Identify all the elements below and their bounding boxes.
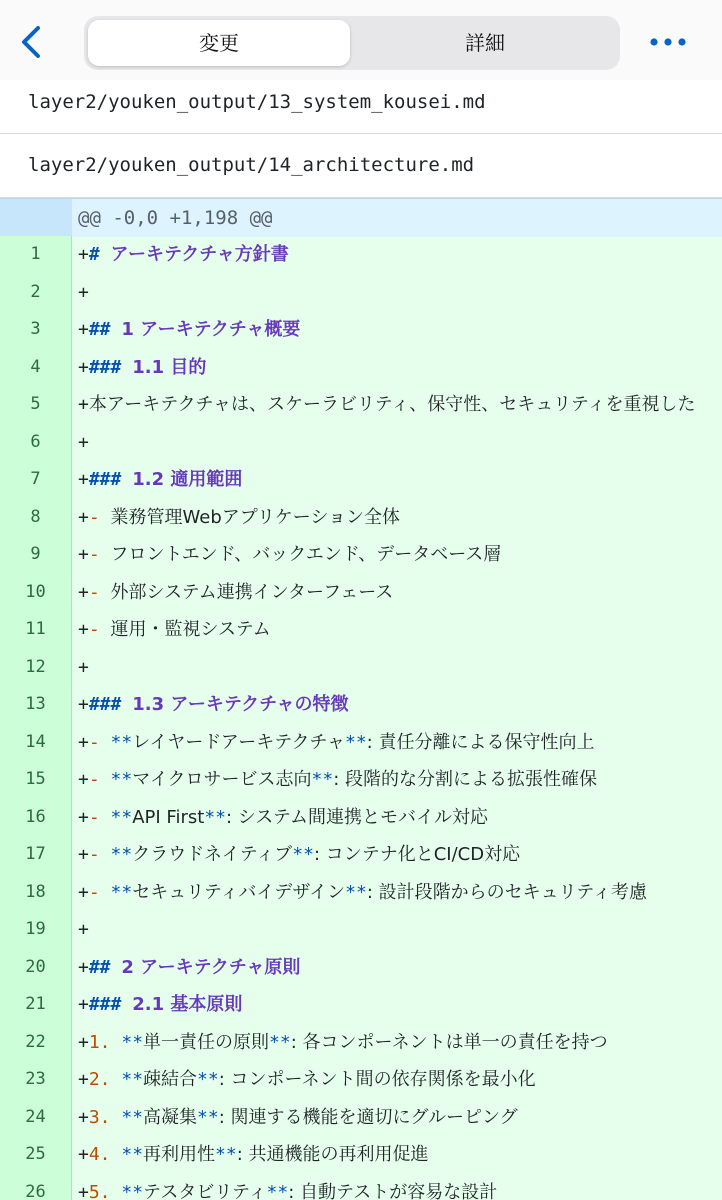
bold-marker: ** bbox=[266, 1181, 289, 1200]
added-marker: + bbox=[78, 919, 89, 940]
line-number: 25 bbox=[0, 1136, 72, 1174]
code-text bbox=[78, 461, 242, 499]
tab-changes[interactable]: 変更 bbox=[88, 20, 350, 66]
diff-line bbox=[0, 649, 722, 687]
line-number: 9 bbox=[0, 536, 72, 574]
bullet-marker: - bbox=[88, 581, 111, 603]
line-number: 12 bbox=[0, 649, 72, 687]
heading-marker: ### bbox=[88, 994, 122, 1015]
code-text bbox=[78, 836, 520, 874]
line-number: 18 bbox=[0, 874, 72, 912]
bold-marker: ** bbox=[121, 1069, 144, 1090]
space bbox=[100, 244, 111, 265]
diff-line bbox=[0, 386, 722, 424]
bold-text: テスタビリティ bbox=[143, 1181, 267, 1200]
bold-marker: ** bbox=[121, 1144, 144, 1165]
diff-line bbox=[0, 574, 722, 612]
list-number: 3. bbox=[88, 1106, 122, 1128]
line-text: フロントエンド、バックエンド、データベース層 bbox=[110, 544, 502, 565]
heading-text: 2 アーキテクチャ原則 bbox=[121, 956, 301, 978]
added-marker: + bbox=[78, 469, 89, 490]
bold-text: 単一責任の原則 bbox=[143, 1031, 270, 1053]
more-button[interactable] bbox=[648, 30, 688, 54]
line-number: 13 bbox=[0, 686, 72, 724]
list-number: 1. bbox=[88, 1031, 122, 1053]
code-text bbox=[78, 311, 300, 349]
bullet-marker: - bbox=[88, 619, 111, 640]
bold-marker: ** bbox=[110, 844, 133, 865]
diff-line bbox=[0, 986, 722, 1024]
code-text bbox=[78, 1099, 518, 1137]
bold-text: 疎結合 bbox=[143, 1069, 198, 1090]
code-text bbox=[78, 1024, 608, 1062]
bold-marker: ** bbox=[344, 731, 367, 753]
diff-line bbox=[0, 724, 722, 762]
code-text bbox=[78, 349, 206, 387]
added-marker: + bbox=[78, 1031, 89, 1053]
bold-marker: ** bbox=[110, 881, 133, 903]
line-text: 外部システム連携インターフェース bbox=[110, 581, 394, 603]
heading-text: 1.2 適用範囲 bbox=[132, 469, 243, 490]
line-text: : 関連する機能を適切にグルーピング bbox=[218, 1106, 518, 1128]
line-number: 8 bbox=[0, 499, 72, 537]
space bbox=[121, 469, 132, 490]
added-marker: + bbox=[78, 694, 89, 715]
code-text bbox=[78, 499, 400, 537]
bullet-marker: - bbox=[88, 731, 111, 753]
code-text bbox=[78, 724, 594, 762]
added-marker: + bbox=[78, 431, 89, 453]
line-number: 10 bbox=[0, 574, 72, 612]
bullet-marker: - bbox=[88, 806, 111, 828]
diff-line bbox=[0, 799, 722, 837]
diff-line bbox=[0, 1099, 722, 1137]
file-path-row[interactable]: layer2/youken_output/13_system_kousei.md bbox=[0, 80, 722, 134]
bullet-marker: - bbox=[88, 544, 111, 565]
line-text: : 段階的な分割による拡張性確保 bbox=[333, 769, 597, 790]
heading-marker: # bbox=[88, 244, 100, 265]
line-number: 20 bbox=[0, 949, 72, 987]
bold-marker: ** bbox=[204, 806, 226, 828]
code-text bbox=[78, 536, 501, 574]
line-number: 3 bbox=[0, 311, 72, 349]
added-marker: + bbox=[78, 581, 89, 603]
line-number: 4 bbox=[0, 349, 72, 387]
line-number: 22 bbox=[0, 1024, 72, 1062]
chevron-left-icon bbox=[16, 22, 52, 62]
list-number: 5. bbox=[88, 1181, 122, 1200]
code-text bbox=[78, 386, 695, 424]
line-number: 11 bbox=[0, 611, 72, 649]
tab-details[interactable]: 詳細 bbox=[465, 31, 505, 55]
bold-marker: ** bbox=[110, 731, 133, 753]
space bbox=[121, 357, 132, 378]
line-text: : コンポーネント間の依存関係を最小化 bbox=[218, 1069, 536, 1090]
heading-text: 1 アーキテクチャ概要 bbox=[121, 319, 301, 340]
diff-line bbox=[0, 761, 722, 799]
heading-marker: ### bbox=[88, 694, 122, 715]
line-text: : 設計段階からのセキュリティ考慮 bbox=[366, 881, 647, 903]
diff-line bbox=[0, 349, 722, 387]
code-text bbox=[78, 1061, 536, 1099]
added-marker: + bbox=[78, 244, 89, 265]
line-number: 1 bbox=[0, 236, 72, 274]
line-text: : コンテナ化とCI/CD対応 bbox=[313, 844, 521, 865]
code-text bbox=[78, 986, 242, 1024]
bold-marker: ** bbox=[121, 1031, 144, 1053]
bullet-marker: - bbox=[88, 769, 111, 790]
diff-line bbox=[0, 836, 722, 874]
bold-marker: ** bbox=[269, 1031, 291, 1053]
heading-text: 1.1 目的 bbox=[132, 356, 207, 378]
bullet-marker: - bbox=[88, 844, 111, 865]
line-number: 26 bbox=[0, 1174, 72, 1200]
back-button[interactable] bbox=[16, 22, 52, 62]
added-marker: + bbox=[78, 281, 89, 303]
added-marker: + bbox=[78, 394, 89, 415]
bold-marker: ** bbox=[345, 881, 367, 903]
bullet-marker: - bbox=[88, 506, 111, 528]
diff-line bbox=[0, 311, 722, 349]
diff-line bbox=[0, 1136, 722, 1174]
bold-marker: ** bbox=[197, 1106, 219, 1128]
heading-marker: ## bbox=[88, 956, 111, 978]
heading-marker: ### bbox=[88, 356, 122, 378]
added-marker: + bbox=[78, 881, 89, 903]
line-number: 21 bbox=[0, 986, 72, 1024]
diff-line bbox=[0, 424, 722, 462]
line-text: 運用・監視システム bbox=[110, 619, 271, 640]
added-marker: + bbox=[78, 1181, 89, 1200]
diff-line bbox=[0, 611, 722, 649]
heading-text: 1.3 アーキテクチャの特徴 bbox=[132, 694, 349, 715]
added-marker: + bbox=[78, 544, 89, 565]
file-path-row[interactable]: layer2/youken_output/14_architecture.md bbox=[0, 134, 722, 198]
line-number: 7 bbox=[0, 461, 72, 499]
hunk-header bbox=[0, 198, 722, 237]
line-number: 19 bbox=[0, 911, 72, 949]
line-text: : 共通機能の再利用促進 bbox=[236, 1144, 429, 1165]
diff-line bbox=[0, 1061, 722, 1099]
added-marker: + bbox=[78, 731, 89, 753]
hunk-header-text: @@ -0,0 +1,198 @@ bbox=[78, 207, 273, 229]
line-text: : 各コンポーネントは単一の責任を持つ bbox=[290, 1031, 608, 1053]
diff-line bbox=[0, 236, 722, 274]
space bbox=[111, 957, 122, 978]
heading-marker: ### bbox=[88, 469, 122, 490]
list-number: 4. bbox=[88, 1144, 122, 1165]
code-text bbox=[78, 949, 300, 987]
heading-text: 2.1 基本原則 bbox=[132, 994, 243, 1015]
bold-text: API First bbox=[132, 806, 205, 828]
code-text bbox=[78, 649, 89, 687]
bold-marker: ** bbox=[197, 1069, 219, 1090]
diff-line bbox=[0, 499, 722, 537]
added-marker: + bbox=[78, 1106, 89, 1128]
bold-text: セキュリティバイデザイン bbox=[132, 881, 346, 903]
bold-marker: ** bbox=[110, 806, 133, 828]
code-text bbox=[78, 874, 647, 912]
code-text bbox=[78, 799, 488, 837]
bold-text: クラウドネイティブ bbox=[132, 844, 293, 865]
code-text bbox=[78, 424, 89, 462]
diff-line bbox=[0, 686, 722, 724]
line-number: 5 bbox=[0, 386, 72, 424]
bold-marker: ** bbox=[215, 1144, 237, 1165]
diff-line bbox=[0, 1174, 722, 1200]
added-marker: + bbox=[78, 619, 89, 640]
added-marker: + bbox=[78, 506, 89, 528]
line-text: : 責任分離による保守性向上 bbox=[366, 731, 595, 753]
line-number: 2 bbox=[0, 274, 72, 312]
diff-line bbox=[0, 274, 722, 312]
line-number: 16 bbox=[0, 799, 72, 837]
bold-marker: ** bbox=[311, 769, 334, 790]
diff-line bbox=[0, 461, 722, 499]
line-number: 15 bbox=[0, 761, 72, 799]
diff-line bbox=[0, 536, 722, 574]
added-marker: + bbox=[78, 956, 89, 978]
diff-line bbox=[0, 1024, 722, 1062]
segmented-control bbox=[84, 16, 620, 70]
line-text: : システム間連携とモバイル対応 bbox=[226, 806, 488, 828]
added-marker: + bbox=[78, 769, 89, 790]
code-text bbox=[78, 236, 289, 274]
bold-text: マイクロサービス志向 bbox=[132, 769, 312, 790]
top-bar bbox=[0, 0, 722, 81]
hunk-gutter bbox=[0, 199, 72, 237]
added-marker: + bbox=[78, 356, 89, 378]
line-text: : 自動テストが容易な設計 bbox=[288, 1181, 498, 1200]
line-number: 14 bbox=[0, 724, 72, 762]
bold-text: 高凝集 bbox=[143, 1106, 198, 1128]
added-marker: + bbox=[78, 319, 89, 340]
ellipsis-icon bbox=[648, 30, 688, 54]
space bbox=[121, 694, 132, 715]
code-text bbox=[78, 911, 89, 949]
added-marker: + bbox=[78, 844, 89, 865]
heading-marker: ## bbox=[88, 319, 111, 340]
added-marker: + bbox=[78, 1069, 89, 1090]
space bbox=[111, 319, 122, 340]
bold-marker: ** bbox=[110, 769, 133, 790]
bullet-marker: - bbox=[88, 881, 111, 903]
list-number: 2. bbox=[88, 1069, 122, 1090]
code-text bbox=[78, 686, 349, 724]
code-text bbox=[78, 274, 89, 312]
added-marker: + bbox=[78, 1144, 89, 1165]
added-marker: + bbox=[78, 994, 89, 1015]
heading-text: アーキテクチャ方針書 bbox=[110, 244, 289, 265]
bold-text: 再利用性 bbox=[143, 1144, 216, 1165]
line-text: 本アーキテクチャは、スケーラビリティ、保守性、セキュリティを重視した bbox=[88, 394, 696, 415]
code-text bbox=[78, 574, 393, 612]
diff-line bbox=[0, 949, 722, 987]
bold-marker: ** bbox=[121, 1106, 144, 1128]
bold-text: レイヤードアーキテクチャ bbox=[132, 731, 345, 753]
diff-line bbox=[0, 874, 722, 912]
diff-line bbox=[0, 911, 722, 949]
code-text bbox=[78, 1136, 429, 1174]
bold-marker: ** bbox=[292, 844, 314, 865]
space bbox=[121, 994, 132, 1015]
added-marker: + bbox=[78, 806, 89, 828]
added-marker: + bbox=[78, 656, 89, 678]
code-text bbox=[78, 761, 597, 799]
line-number: 24 bbox=[0, 1099, 72, 1137]
diff-view bbox=[0, 198, 722, 1200]
line-text: 業務管理Webアプリケーション全体 bbox=[110, 506, 400, 528]
code-text bbox=[78, 611, 271, 649]
line-number: 17 bbox=[0, 836, 72, 874]
line-number: 6 bbox=[0, 424, 72, 462]
line-number: 23 bbox=[0, 1061, 72, 1099]
bold-marker: ** bbox=[121, 1181, 144, 1200]
code-text bbox=[78, 1174, 497, 1200]
